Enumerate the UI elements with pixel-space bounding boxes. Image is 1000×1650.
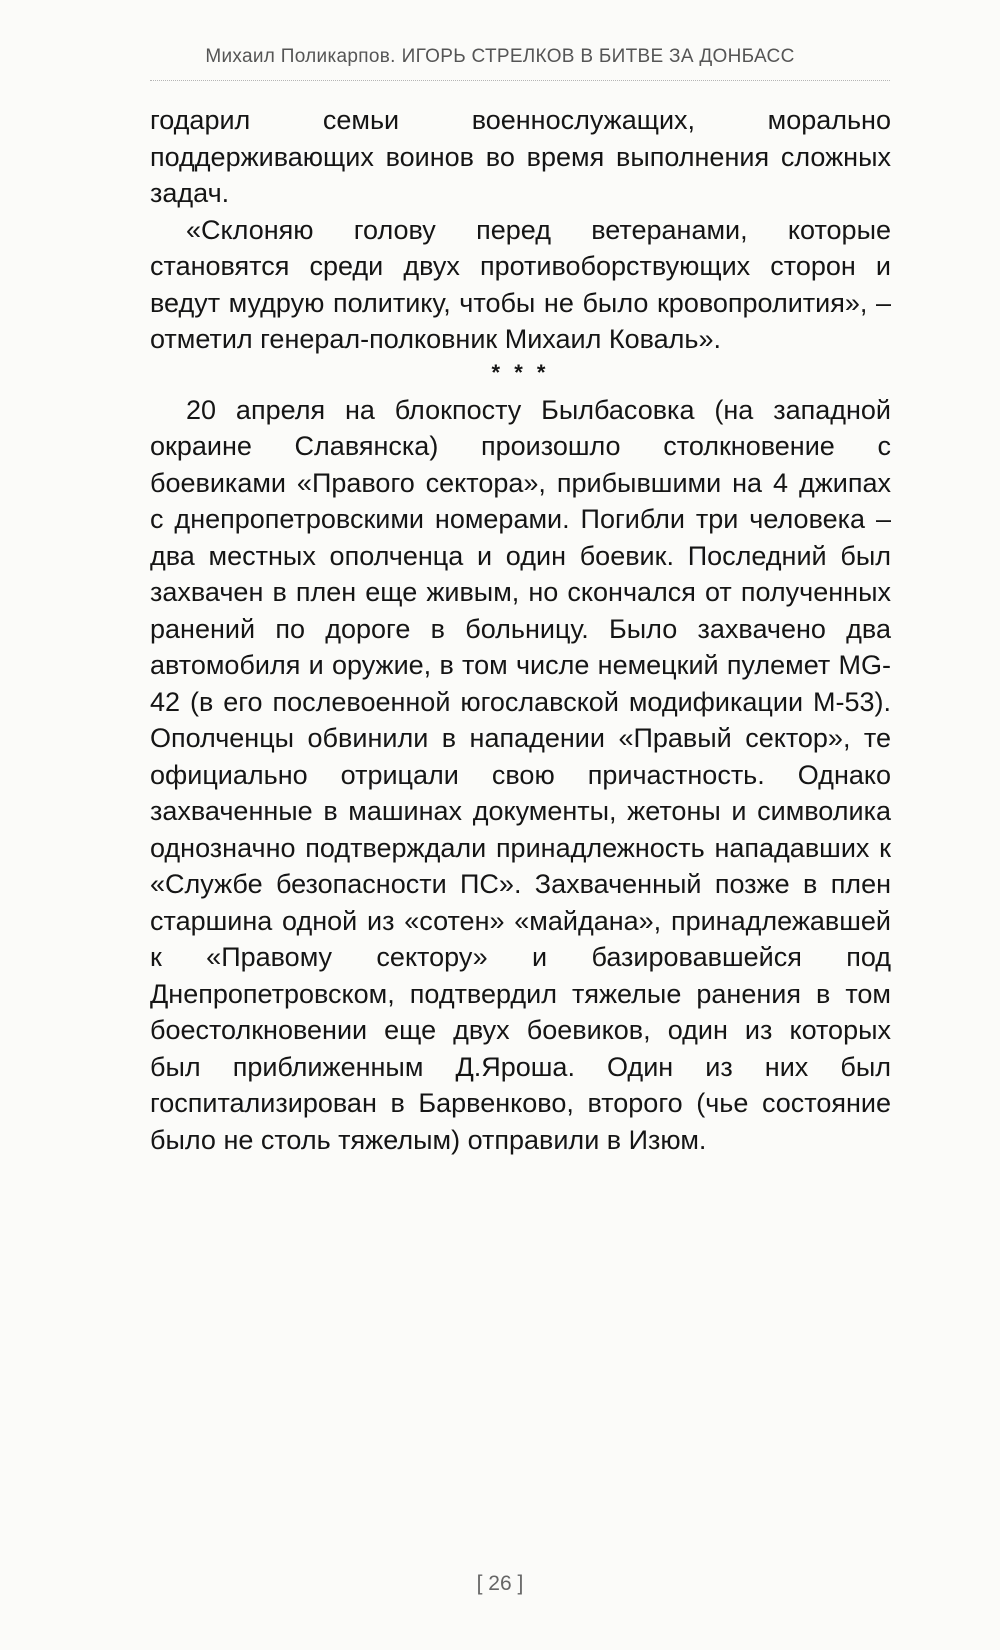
paragraph-continuation: годарил семьи военнослужащих, морально поддерживающих воинов во время выполнения сложных задач.	[150, 105, 891, 208]
running-head	[0, 46, 1000, 68]
section-separator: * * *	[491, 359, 550, 385]
text-body	[150, 102, 891, 1158]
paragraph-quote: «Склоняю голову перед ветеранами, которые становятся среди двух противоборствующих сторон и ведут мудрую политику, чтобы не было кровопролития», – отметил генерал-полковник Михаил Коваль».	[150, 214, 891, 354]
running-head-title: ИГОРЬ СТРЕЛКОВ В БИТВЕ ЗА ДОНБАСС	[401, 46, 795, 67]
page-number: [ 26 ]	[476, 1572, 524, 1595]
paragraph-main: 20 апреля на блокпосту Былбасовка (на западной окраине Славянска) произошло столкновение с боевиками «Правого сектора», прибывшими на 4 джипах с днепропетровскими номерами. Погибли три человека – два местных ополченца и один боевик. Последний был захвачен в плен еще живым, но скончался от полученных ранений по дороге в больницу. Было захвачено два автомобиля и оружие, в том числе немецкий пулемет MG-42 (в его послевоенной югославской модификации М-53). Ополченцы обвинили в нападении «Правый сектор», те официально отрицали свою причастность. Однако захваченные в машинах документы, жетоны и символика однозначно подтверждали принадлежность нападавших к «Службе безопасности ПС». Захваченный позже в плен старшина одной из «сотен» «майдана», принадлежавшей к «Правому сектору» и базировавшейся под Днепропетровском, подтвердил тяжелые ранения в том боестолкновении еще двух боевиков, один из которых был приближенным Д.Яроша. Один из них был госпитализирован в Барвенково, второго (чье состояние было не столь тяжелым) отправили в Изюм.	[150, 394, 891, 1155]
running-head-author: Михаил Поликарпов.	[205, 46, 396, 67]
header-rule	[150, 80, 890, 81]
